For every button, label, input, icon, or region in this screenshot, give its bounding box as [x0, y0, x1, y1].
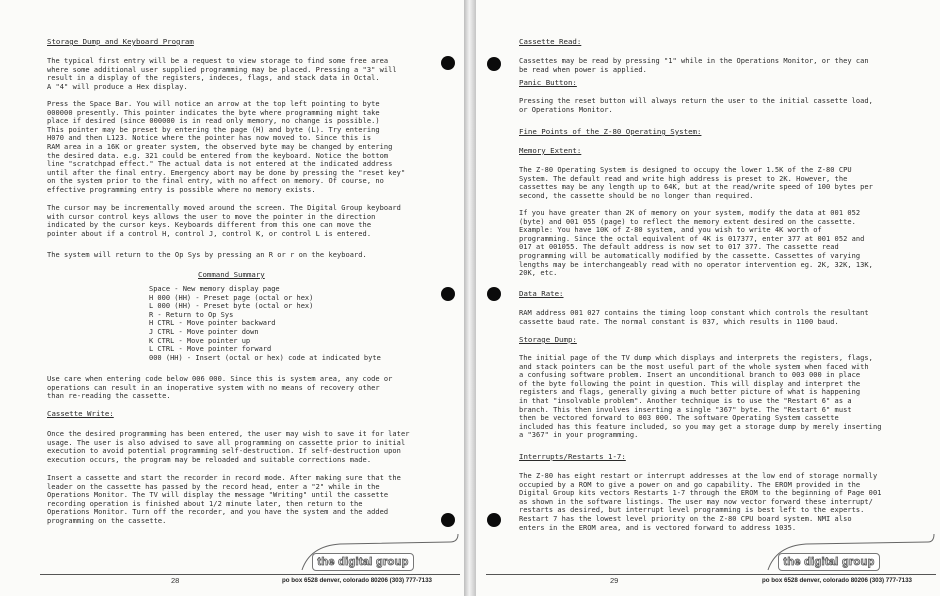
paragraph: The typical first entry will be a request to view storage to find some free area where some additional user supplied programming may be placed. Pressing a "3" will result in a display of the registers, indeces, flags, and stack data in Octal. A "4" will produce a Hex display.: [47, 57, 397, 91]
cassette-write-title: Cassette Write:: [47, 409, 114, 418]
paragraph: The system will return to the Op Sys by pressing an R or r on the keyboard.: [47, 251, 367, 259]
binder-hole-icon: [441, 513, 455, 527]
digital-group-logo: the digital group: [312, 553, 414, 571]
binder-hole-icon: [487, 513, 501, 527]
left-page: [0, 0, 464, 596]
panic-button-title: Panic Button:: [519, 78, 577, 87]
paragraph: RAM address 001 027 contains the timing loop constant which controls the resultant cassette baud rate. The normal constant is 037, which results in 1100 baud.: [519, 309, 869, 326]
page-number: 29: [610, 576, 619, 585]
paragraph: Pressing the reset button will always return the user to the initial cassette load, or Operations Monitor.: [519, 97, 873, 114]
paragraph: The Z-80 Operating System is designed to occupy the lower 1.5K of the Z-80 CPU System. The default read and write high address is preset to 2K. However, the cassettes may be any length up to 64K, but at the read/write speed of 100 bytes per second, the cassette should be no longer than required.: [519, 166, 873, 200]
command-item: L 000 (HH) - Preset byte (octal or hex): [149, 302, 314, 311]
command-item: 000 (HH) - Insert (octal or hex) code at indicated byte: [149, 353, 381, 362]
paragraph: Cassettes may be read by pressing "1" while in the Operations Monitor, or they can be read when power is applied.: [519, 57, 869, 74]
paragraph: The cursor may be incrementally moved around the screen. The Digital Group keyboard with cursor control keys allows the user to move the pointer in the direction indicated by the cursor keys. Keyboards different from this one can move the pointer about if a control H, control J, control K, or control L is entered.: [47, 204, 401, 238]
command-item: L CTRL - Move pointer forward: [149, 345, 272, 354]
footer-rule: [486, 574, 936, 575]
digital-group-logo: the digital group: [778, 553, 880, 571]
command-item: Space - New memory display page: [149, 285, 280, 293]
binder-hole-icon: [487, 57, 501, 71]
memory-extent-title: Memory Extent:: [519, 146, 582, 155]
cassette-read-title: Cassette Read:: [519, 37, 582, 46]
command-item: H 000 (HH) - Preset page (octal or hex): [149, 293, 314, 302]
command-item: K CTRL - Move pointer up: [149, 336, 251, 345]
company-address: po box 6528 denver, colorado 80206 (303) 777-7133: [282, 577, 432, 584]
page-gutter: [464, 0, 476, 596]
paragraph: If you have greater than 2K of memory on your system, modify the data at 001 052 (byte) and 001 055 (page) to reflect the memory extent desired on the cassette. Example: You have 10K of Z-80 system, and you wish to write 4K worth of programming. Since the octal equivalent of 4K is 017377, enter 377 at 001 052 and 017 at 001055. The default address is now set to 017 377. The cassette read programming will be automatically modified by the cassette. Cassettes of varying lengths may be interchangeably read with no operator intervention eg. 2K, 32K, 13K, 20K, etc.: [519, 209, 873, 278]
command-item: H CTRL - Move pointer backward: [149, 319, 276, 328]
paragraph: Press the Space Bar. You will notice an arrow at the top left pointing to byte 000000 presently. This pointer indicates the byte where programming might take place if desired (since 000000 is in read only memory, no change is possible.) This pointer may be preset by entering the page (H) and byte (L). Try entering H070 and then L123. Notice where the pointer has now moved to. Since this is RAM area in a 16K or greater system, the observed byte may be changed by entering the desired data. e.g. 321 could be entered from the keyboard. Notice the bottom line "scratchpad effect." The actual data is not entered at the indicated address until after the final entry. Emergency abort may be done by pressing the "reset key" on the system prior to the final entry, with no affect on memory. Of course, no effective programming entry is possible where no memory exists.: [47, 100, 406, 194]
paragraph: The initial page of the TV dump which displays and interprets the registers, flags, and stack pointers can be the most useful part of the whole system when faced with a confusing software problem. Insert an unconditional branch to 003 000 in place of the byte following the point in question. This will display and interpret the registers and flags, generally giving a much better picture of what is happening in that "insolvable problem". Another technique is to use the "Restart 6" as a branch. This then involves inserting a single "367" byte. The "Restart 6" must then be vectored forward to 003 000. The software Operating System cassette included has this feature included, so you may get a storage dump by merely inserting a "367" in your programming.: [519, 354, 882, 440]
right-page: [476, 0, 940, 596]
binder-hole-icon: [441, 287, 455, 301]
paragraph: The Z-80 has eight restart or interrupt addresses at the low end of storage normally occupied by a ROM to give a power on and go capability. The EROM provided in the Digital Group kits vectors Restarts 1-7 through the EROM to the beginning of Page 001 as shown in the software listings. The user may now vector forward these interrupt/ restarts as desired, but interrupt level programming is best left to the experts. Restart 7 has the lowest level priority on the Z-80 CPU board system. NMI also enters in the EROM area, and is vectored forward to address 1035.: [519, 472, 882, 532]
paragraph: Use care when entering code below 006 000. Since this is system area, any code or operations can result in an inoperative system with no means of recovery other than re-reading the cassette.: [47, 375, 393, 401]
storage-dump-title: Storage Dump and Keyboard Program: [47, 37, 194, 46]
storage-dump-title: Storage Dump:: [519, 335, 577, 344]
binder-hole-icon: [441, 56, 455, 70]
fine-points-title: Fine Points of the Z-80 Operating System:: [519, 127, 702, 136]
data-rate-title: Data Rate:: [519, 289, 564, 298]
page-number: 28: [171, 576, 180, 585]
command-item: R - Return to Op Sys: [149, 310, 234, 319]
company-address: po box 6528 denver, colorado 80206 (303) 777-7133: [762, 577, 912, 584]
command-summary-title: Command Summary: [198, 270, 265, 279]
interrupts-title: Interrupts/Restarts 1-7:: [519, 452, 626, 461]
command-item: J CTRL - Move pointer down: [149, 327, 259, 336]
binder-hole-icon: [487, 287, 501, 301]
footer-rule: [40, 574, 460, 575]
command-list: [149, 285, 381, 362]
paragraph: Once the desired programming has been entered, the user may wish to save it for later usage. The user is also advised to save all programming on cassette prior to initial execution to avoid potential programming self-destruction. If self-destruction upon execution occurs, the program may be reloaded and suitable corrections made.: [47, 430, 410, 464]
paragraph: Insert a cassette and start the recorder in record mode. After making sure that the leader on the cassette has passed by the record head, enter a "2" while in the Operations Monitor. The TV will display the message "Writing" until the cassette recording operation is finished about 1/2 minute later, then return to the Operations Monitor. Turn off the recorder, and you have the system and the added programming on the cassette.: [47, 474, 401, 525]
